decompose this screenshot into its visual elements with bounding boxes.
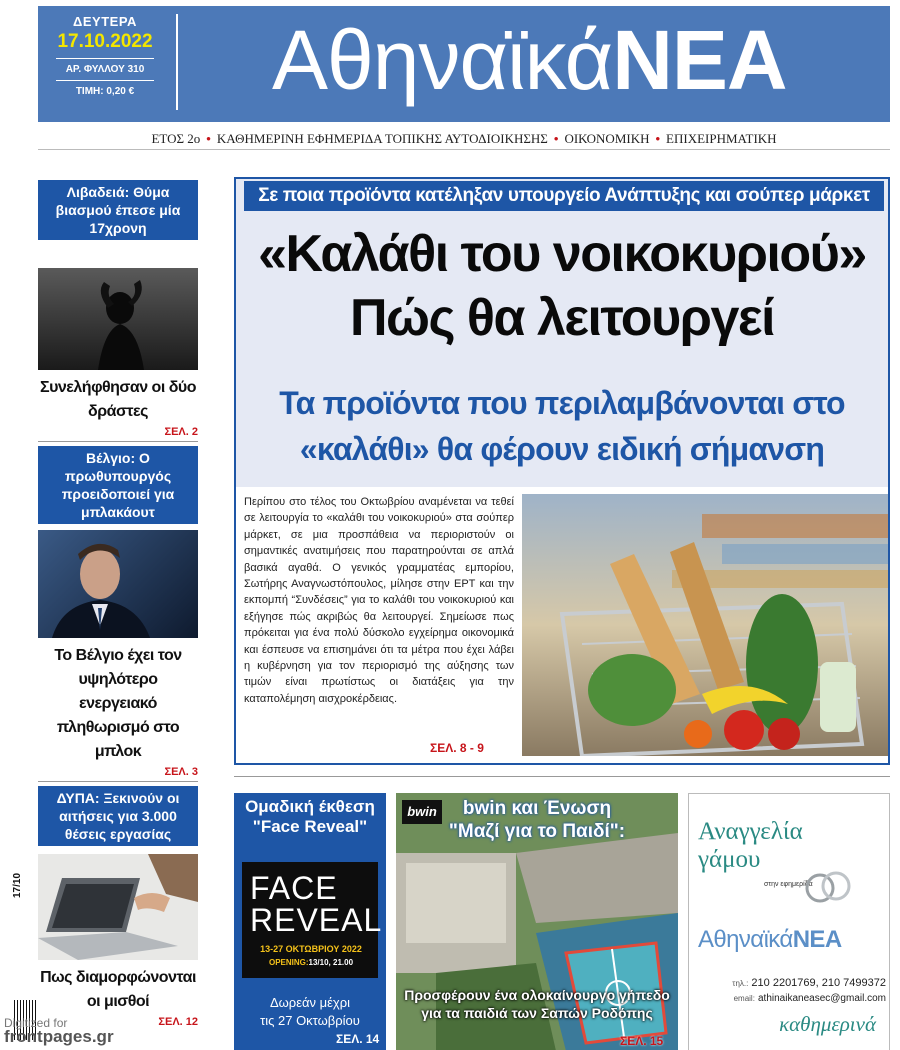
issue-day: ΔΕΥΤΕΡΑ [73,14,137,29]
left-story-2-kicker[interactable]: Βέλγιο: Ο πρωθυπουργός προειδοποιεί για μπλακάουτ [38,446,198,524]
exhibition-headline-line2: "Face Reveal" [252,817,368,836]
ad-title-line1: Αναγγελία [698,818,803,845]
left-story-2-photo [38,530,198,638]
watermark-line1: Digitized for [4,1016,68,1030]
left-story-3-headline[interactable]: Πως διαμορφώνονται οι μισθοί [40,969,196,1010]
lead-headline-line2: Πώς θα λειτουργεί [349,289,775,347]
poster-opening [248,958,374,967]
ad-tel-label: τηλ.: [732,979,749,988]
lead-sub-line2: «καλάθι» θα φέρουν ειδική σήμανση [299,431,825,467]
section-divider [234,776,890,777]
issue-date: 17.10.2022 [57,31,153,52]
lead-body: Περίπου στο τέλος του Οκτωβρίου αναμένεται να τεθεί σε λειτουργία το «καλάθι του νοικοκυριού» στα σούπερ μάρκετ, σε μια προσπάθεια να περιοριστούν οι σημαντικές ανατιμήσεις που παρατηρούνται σε απλά βασικά αγαθά. Ο γενικός γραμματέας εμπορίου, Σωτήρης Αναγνωστόπουλος, μίλησε στην ΕΡΤ και την εκπομπή “Συνδέσεις” για το καλάθι του νοικοκυριού και εξήγησε πώς ακριβώς θα λειτουργεί. Σημείωσε πως πρόκειται για ένα πολύ δύσκολο εγχείρημα οικονομικά και έσπευσε να επισημάνει ότι τα μέτρα που έχει λάβει η κυβέρνηση για τον περιορισμό της αύξησης των τιμών είναι πρωτίστως οι διατάξεις για την καταπολέμηση αισχροκέρδειας. [244,496,514,705]
left-story-3-photo [38,854,198,960]
exhibition-headline-line1: Ομαδική έκθεση [245,797,375,816]
lead-kicker[interactable]: Σε ποια προϊόντα κατέληξαν υπουργείο Ανάπτυξης και σούπερ μάρκετ [244,181,884,211]
exhibition-page: ΣΕΛ. 14 [336,1032,380,1046]
side-date: 17/10 [12,872,23,898]
ad-daily: καθημερινά [779,1012,876,1036]
left-story-2-headline[interactable]: Το Βέλγιο έχει τον υψηλότερο ενεργειακό πληθωρισμό στο μπλοκ [54,647,182,760]
bullet: • [553,131,559,146]
lead-headline[interactable] [234,222,890,350]
separator [38,441,198,442]
ad-subtitle: στην εφημερίδα [764,881,813,888]
divider [56,58,154,59]
divider [56,80,154,81]
ad-logo [698,926,842,954]
ad-email[interactable]: athinaikaneasec@gmail.com [758,993,886,1004]
poster-title [250,872,382,936]
left-story-1-photo [38,268,198,370]
lead-subheadline [234,380,890,472]
ad-email-label: email: [733,994,755,1003]
bwin-headline-line1: bwin και Ένωση [462,798,612,819]
left-column [38,180,198,1028]
issue-number: ΑΡ. ΦΥΛΛΟΥ 310 [65,64,145,75]
distressed-woman-photo [38,268,198,370]
shopping-cart-photo [522,494,888,756]
bwin-caption-line2: για τα παιδιά των Σαπών Ροδόπης [421,1005,653,1021]
masthead-divider [176,14,178,110]
poster-line2: REVEAL [250,902,383,938]
bwin-headline-line2: "Μαζί για το Παιδί": [448,821,626,842]
rings-icon [800,866,856,906]
cart-illustration [522,494,888,756]
left-story-1-headline[interactable]: Συνελήφθησαν οι δύο δράστες [39,379,197,420]
left-story-3-kicker[interactable]: ΔΥΠΑ: Ξεκινούν οι αιτήσεις για 3.000 θέσεις εργασίας [38,786,198,846]
ad-logo-bold: ΝΕΑ [792,926,842,953]
left-story-1-page: ΣΕΛ. 2 [164,426,198,438]
bullet: • [206,131,211,146]
ad-tel: 210 2201769, 210 7499372 [751,977,886,989]
ad-logo-thin: Αθηναϊκά [698,926,793,953]
bwin-logo: bwin [402,800,442,824]
lead-headline-line1: «Καλάθι του νοικοκυριού» [258,225,866,283]
poster-dates: 13-27 ΟΚΤΩΒΡΙΟΥ 2022 [260,944,362,954]
ad-title [698,818,803,874]
left-story-3-page: ΣΕΛ. 12 [158,1016,198,1028]
exhibition-foot-line2: τις 27 Οκτωβρίου [260,1013,360,1028]
logo-thin: Αθηναϊκά [272,13,613,107]
tagline-year: ΕΤΟΣ 2ο [151,131,201,146]
bwin-headline [396,797,678,843]
issue-price: ΤΙΜΗ: 0,20 € [75,86,135,97]
left-story-1-kicker[interactable]: Λιβαδειά: Θύμα βιασμού έπεσε μία 17χρονη [38,180,198,240]
left-story-2-page: ΣΕΛ. 3 [164,766,198,778]
bwin-page: ΣΕΛ. 15 [620,1034,664,1048]
tagline [38,128,890,150]
ad-title-line2: γάμου [698,846,761,873]
exhibition-footer [234,994,386,1030]
poster-line1: FACE [250,870,338,906]
newspaper-logo[interactable] [272,10,787,110]
tagline-biz: ΕΠΙΧΕΙΡΗΜΑΤΙΚΗ [666,131,777,146]
exhibition-headline [234,797,386,837]
lead-sub-line1: Τα προϊόντα που περιλαμβάνονται στο [279,385,845,421]
logo-bold: ΝΕΑ [612,13,787,107]
bwin-caption-line1: Προσφέρουν ένα ολοκαίνουργο γήπεδο [404,987,670,1003]
bullet: • [655,131,661,146]
exhibition-foot-line1: Δωρεάν μέχρι [269,995,351,1010]
ad-contact [702,976,886,1006]
issue-info [50,14,160,97]
poster-opening-time: 13/10, 21.00 [308,958,354,967]
poster-opening-label: OPENING: [268,958,309,967]
prime-minister-photo [38,530,198,638]
watermark [4,1016,114,1044]
tagline-econ: ΟΙΚΟΝΟΜΙΚΗ [564,131,650,146]
separator [38,781,198,782]
tagline-desc: ΚΑΘΗΜΕΡΙΝΗ ΕΦΗΜΕΡΙΔΑ ΤΟΠΙΚΗΣ ΑΥΤΟΔΙΟΙΚΗΣΗΣ [216,131,548,146]
bwin-caption [396,986,678,1022]
exhibition-poster [242,862,383,978]
lead-page: ΣΕΛ. 8 - 9 [430,741,484,755]
laptop-photo [38,854,198,960]
watermark-line2: frontpages.gr [4,1027,114,1046]
